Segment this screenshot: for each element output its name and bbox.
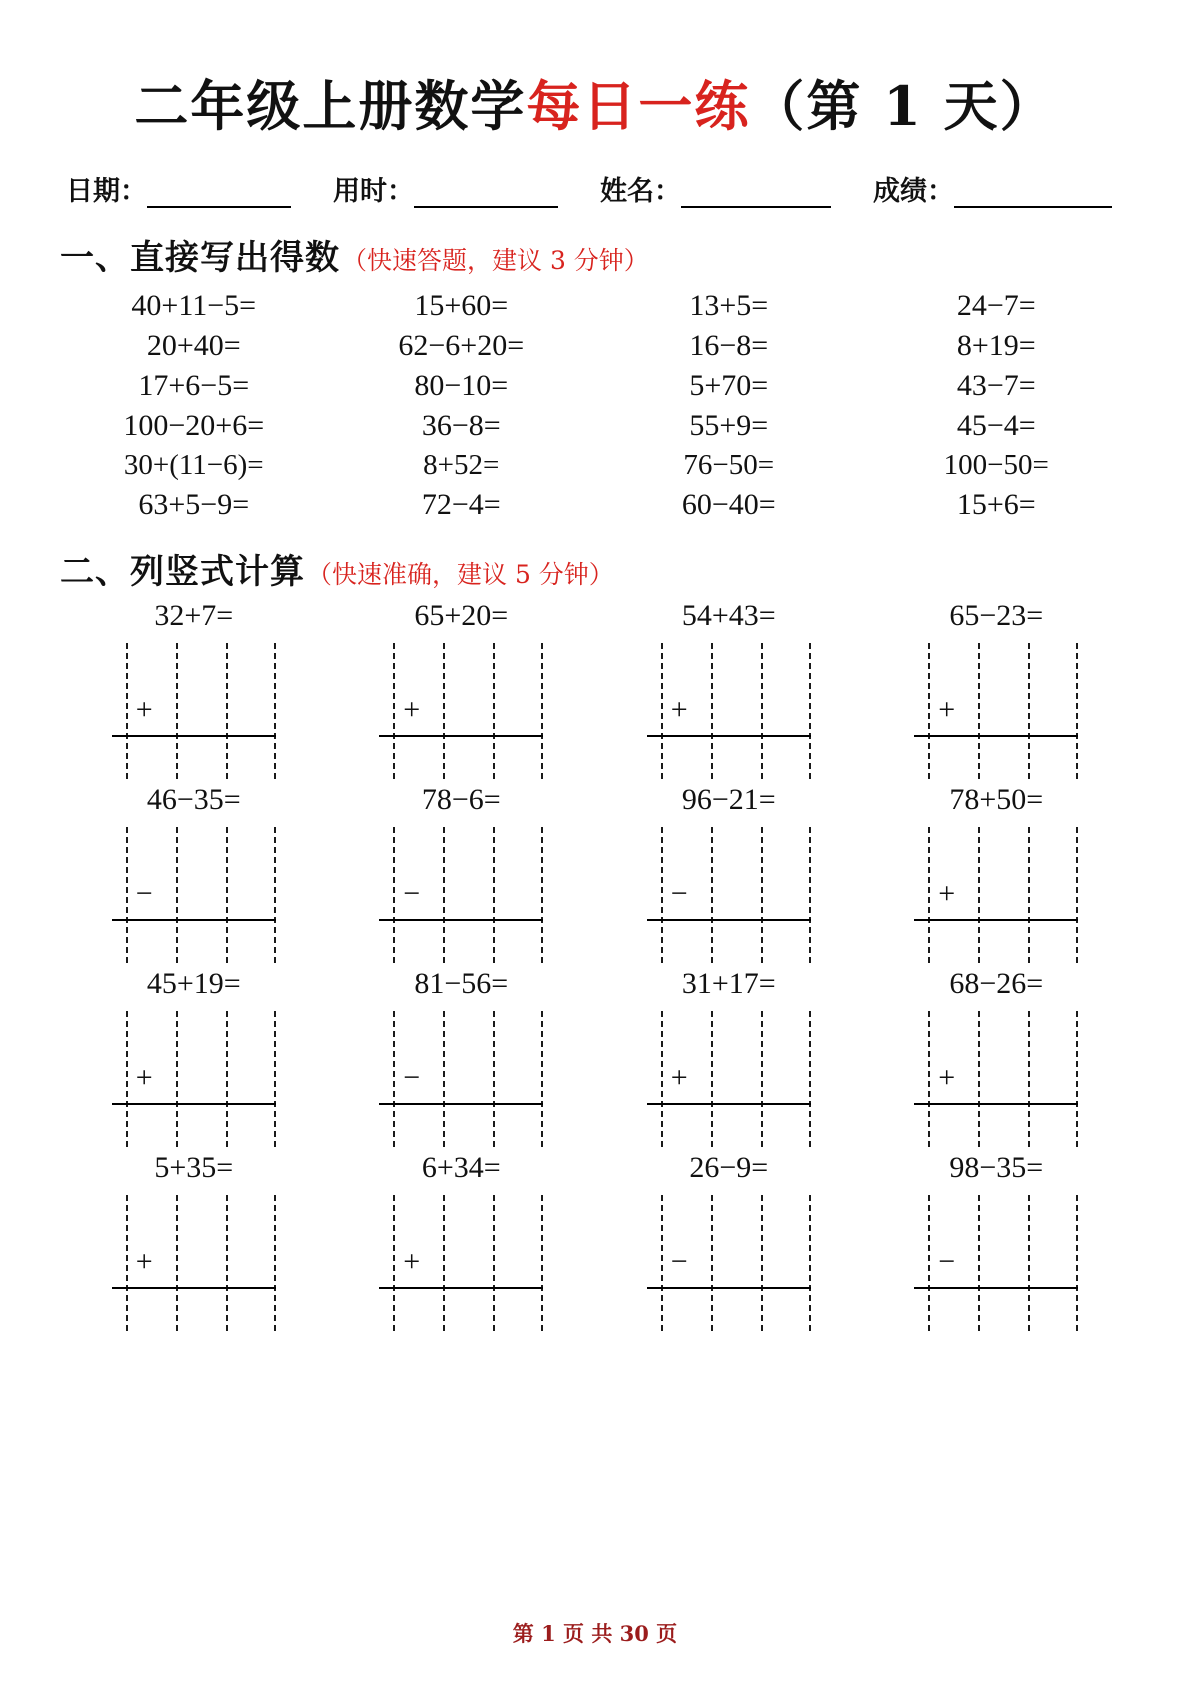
operator-sign: − <box>403 877 421 910</box>
time-label: 用时： <box>333 176 414 207</box>
guide-line <box>226 827 228 963</box>
sum-rule-line <box>647 735 811 737</box>
oral-problem[interactable]: 30+(11−6)= <box>123 449 264 481</box>
guide-line <box>1076 1195 1078 1331</box>
oral-problem[interactable]: 100−50= <box>943 449 1049 481</box>
vertical-answer-box[interactable] <box>379 827 543 963</box>
oral-problem[interactable]: 80−10= <box>414 369 509 402</box>
guide-line <box>541 1011 543 1147</box>
sum-rule-line <box>647 919 811 921</box>
name-field[interactable] <box>600 169 831 208</box>
vertical-problem[interactable] <box>60 783 328 963</box>
date-field[interactable] <box>66 169 291 208</box>
section-2-header <box>60 544 1130 593</box>
guide-line <box>928 1195 930 1331</box>
guide-line <box>1076 643 1078 779</box>
vertical-answer-box[interactable] <box>647 1195 811 1331</box>
oral-row <box>60 409 1130 443</box>
vertical-answer-box[interactable] <box>914 643 1078 779</box>
oral-problem[interactable]: 63+5−9= <box>138 488 250 521</box>
section-2-note: （快速准确，建议 5 分钟） <box>307 560 614 589</box>
guide-line <box>978 643 980 779</box>
sum-rule-line <box>112 735 276 737</box>
vertical-answer-box[interactable] <box>112 1195 276 1331</box>
oral-arithmetic-grid <box>60 289 1130 522</box>
oral-problem[interactable]: 20+40= <box>146 329 241 362</box>
vertical-row <box>60 783 1130 963</box>
guide-line <box>928 643 930 779</box>
vertical-expression: 65−23= <box>949 599 1044 632</box>
oral-problem[interactable]: 15+60= <box>414 289 509 322</box>
oral-problem[interactable]: 72−4= <box>421 488 501 521</box>
guide-line <box>226 643 228 779</box>
sum-rule-line <box>914 1287 1078 1289</box>
guide-line <box>226 1011 228 1147</box>
vertical-expression: 78+50= <box>949 783 1044 816</box>
oral-problem[interactable]: 40+11−5= <box>131 289 257 322</box>
guide-line <box>1028 643 1030 779</box>
oral-problem[interactable]: 15+6= <box>956 488 1036 521</box>
guide-line <box>541 1195 543 1331</box>
guide-line <box>493 1011 495 1147</box>
vertical-computation-grid <box>60 599 1130 1331</box>
vertical-problem[interactable] <box>595 967 863 1147</box>
vertical-answer-box[interactable] <box>379 1195 543 1331</box>
oral-problem[interactable]: 55+9= <box>689 409 769 442</box>
oral-problem[interactable]: 8+19= <box>956 329 1036 362</box>
guide-line <box>226 1195 228 1331</box>
oral-problem[interactable]: 8+52= <box>423 449 500 481</box>
operator-sign: − <box>403 1061 421 1094</box>
operator-sign: + <box>403 693 421 726</box>
guide-line <box>809 643 811 779</box>
title-part-before: 二年级上册数学 <box>134 74 527 138</box>
oral-problem[interactable]: 76−50= <box>683 449 775 481</box>
operator-sign: + <box>670 693 688 726</box>
sum-rule-line <box>914 1103 1078 1105</box>
operator-sign: + <box>670 1061 688 1094</box>
oral-problem[interactable]: 100−20+6= <box>123 409 265 442</box>
operator-sign: + <box>938 877 956 910</box>
vertical-answer-box[interactable] <box>647 1011 811 1147</box>
vertical-row <box>60 599 1130 779</box>
operator-sign: + <box>938 1061 956 1094</box>
guide-line <box>661 827 663 963</box>
sum-rule-line <box>379 1103 543 1105</box>
name-input-blank[interactable] <box>681 180 831 208</box>
vertical-answer-box[interactable] <box>112 827 276 963</box>
vertical-expression: 78−6= <box>421 783 501 816</box>
vertical-problem[interactable] <box>60 967 328 1147</box>
guide-line <box>443 1195 445 1331</box>
operator-sign: − <box>670 877 688 910</box>
oral-row <box>60 329 1130 363</box>
vertical-problem[interactable] <box>595 1151 863 1331</box>
operator-sign: + <box>938 693 956 726</box>
section-2-title: 二、列竖式计算 <box>60 552 305 592</box>
oral-problem[interactable]: 5+70= <box>689 369 769 402</box>
guide-line <box>274 827 276 963</box>
guide-line <box>661 643 663 779</box>
guide-line <box>126 1011 128 1147</box>
guide-line <box>1028 1011 1030 1147</box>
guide-line <box>493 1195 495 1331</box>
section-1-header <box>60 230 1130 279</box>
page-title <box>60 64 1130 141</box>
vertical-problem[interactable] <box>328 967 596 1147</box>
oral-problem[interactable]: 60−40= <box>681 488 776 521</box>
guide-line <box>176 827 178 963</box>
vertical-answer-box[interactable] <box>379 643 543 779</box>
score-input-blank[interactable] <box>954 180 1112 208</box>
oral-row <box>60 449 1130 482</box>
info-fields-row <box>60 169 1130 208</box>
section-1-title: 一、直接写出得数 <box>60 238 340 278</box>
vertical-answer-box[interactable] <box>914 1011 1078 1147</box>
vertical-expression: 6+34= <box>421 1151 501 1184</box>
vertical-expression: 65+20= <box>414 599 509 632</box>
vertical-expression: 45+19= <box>146 967 241 1000</box>
operator-sign: + <box>403 1245 421 1278</box>
guide-line <box>761 1195 763 1331</box>
vertical-row <box>60 967 1130 1147</box>
guide-line <box>126 827 128 963</box>
sum-rule-line <box>379 1287 543 1289</box>
vertical-answer-box[interactable] <box>647 827 811 963</box>
vertical-answer-box[interactable] <box>112 1011 276 1147</box>
vertical-answer-box[interactable] <box>647 643 811 779</box>
oral-problem[interactable]: 36−8= <box>421 409 501 442</box>
title-part-after: （第 1 天） <box>750 74 1056 138</box>
operator-sign: + <box>135 693 153 726</box>
guide-line <box>274 643 276 779</box>
date-label: 日期： <box>66 176 147 207</box>
vertical-problem[interactable] <box>595 783 863 963</box>
guide-line <box>443 827 445 963</box>
vertical-problem[interactable] <box>60 1151 328 1331</box>
vertical-expression: 26−9= <box>689 1151 769 1184</box>
oral-problem[interactable]: 16−8= <box>689 329 769 362</box>
vertical-problem[interactable] <box>328 599 596 779</box>
guide-line <box>274 1011 276 1147</box>
guide-line <box>711 827 713 963</box>
sum-rule-line <box>647 1287 811 1289</box>
time-input-blank[interactable] <box>414 180 558 208</box>
vertical-expression: 68−26= <box>949 967 1044 1000</box>
vertical-expression: 54+43= <box>681 599 776 632</box>
sum-rule-line <box>112 919 276 921</box>
oral-problem[interactable]: 24−7= <box>956 289 1036 322</box>
operator-sign: − <box>135 877 153 910</box>
oral-problem[interactable]: 43−7= <box>956 369 1036 402</box>
vertical-expression: 46−35= <box>146 783 241 816</box>
guide-line <box>176 1011 178 1147</box>
guide-line <box>978 827 980 963</box>
guide-line <box>711 643 713 779</box>
operator-sign: − <box>938 1245 956 1278</box>
vertical-problem[interactable] <box>595 599 863 779</box>
sum-rule-line <box>914 919 1078 921</box>
oral-row <box>60 369 1130 403</box>
vertical-expression: 98−35= <box>949 1151 1044 1184</box>
guide-line <box>176 643 178 779</box>
guide-line <box>761 1011 763 1147</box>
oral-row <box>60 488 1130 522</box>
sum-rule-line <box>379 735 543 737</box>
vertical-problem[interactable] <box>328 783 596 963</box>
guide-line <box>711 1195 713 1331</box>
vertical-answer-box[interactable] <box>914 1195 1078 1331</box>
vertical-problem[interactable] <box>863 783 1131 963</box>
vertical-expression: 32+7= <box>154 599 234 632</box>
score-label: 成绩： <box>873 176 954 207</box>
oral-row <box>60 289 1130 323</box>
guide-line <box>274 1195 276 1331</box>
section-1-note: （快速答题，建议 3 分钟） <box>342 246 649 275</box>
guide-line <box>176 1195 178 1331</box>
title-part-highlight: 每日一练 <box>526 74 751 138</box>
guide-line <box>393 827 395 963</box>
guide-line <box>928 827 930 963</box>
sum-rule-line <box>112 1103 276 1105</box>
date-input-blank[interactable] <box>147 180 291 208</box>
vertical-problem[interactable] <box>863 967 1131 1147</box>
operator-sign: + <box>135 1061 153 1094</box>
name-label: 姓名： <box>600 176 681 207</box>
operator-sign: − <box>670 1245 688 1278</box>
guide-line <box>541 827 543 963</box>
page-number-text: 第 1 页 共 30 页 <box>512 1621 678 1646</box>
vertical-row <box>60 1151 1130 1331</box>
oral-problem[interactable]: 62−6+20= <box>398 329 525 362</box>
guide-line <box>928 1011 930 1147</box>
guide-line <box>978 1011 980 1147</box>
vertical-answer-box[interactable] <box>112 643 276 779</box>
vertical-problem[interactable] <box>328 1151 596 1331</box>
vertical-expression: 31+17= <box>681 967 776 1000</box>
oral-problem[interactable]: 13+5= <box>689 289 769 322</box>
guide-line <box>541 643 543 779</box>
guide-line <box>126 643 128 779</box>
guide-line <box>809 1011 811 1147</box>
oral-problem[interactable]: 17+6−5= <box>138 369 250 402</box>
guide-line <box>661 1011 663 1147</box>
guide-line <box>809 1195 811 1331</box>
guide-line <box>443 1011 445 1147</box>
guide-line <box>1076 1011 1078 1147</box>
guide-line <box>1028 827 1030 963</box>
guide-line <box>809 827 811 963</box>
vertical-problem[interactable] <box>863 1151 1131 1331</box>
guide-line <box>443 643 445 779</box>
guide-line <box>1076 827 1078 963</box>
guide-line <box>761 827 763 963</box>
oral-problem[interactable]: 45−4= <box>956 409 1036 442</box>
vertical-problem[interactable] <box>60 599 328 779</box>
operator-sign: + <box>135 1245 153 1278</box>
guide-line <box>393 1195 395 1331</box>
vertical-expression: 81−56= <box>414 967 509 1000</box>
vertical-problem[interactable] <box>863 599 1131 779</box>
sum-rule-line <box>647 1103 811 1105</box>
sum-rule-line <box>379 919 543 921</box>
guide-line <box>393 1011 395 1147</box>
time-field[interactable] <box>333 169 558 208</box>
vertical-answer-box[interactable] <box>379 1011 543 1147</box>
guide-line <box>393 643 395 779</box>
guide-line <box>978 1195 980 1331</box>
vertical-answer-box[interactable] <box>914 827 1078 963</box>
page-footer <box>0 1618 1190 1648</box>
vertical-expression: 5+35= <box>154 1151 234 1184</box>
guide-line <box>126 1195 128 1331</box>
vertical-expression: 96−21= <box>681 783 776 816</box>
guide-line <box>493 827 495 963</box>
guide-line <box>661 1195 663 1331</box>
guide-line <box>1028 1195 1030 1331</box>
guide-line <box>761 643 763 779</box>
sum-rule-line <box>112 1287 276 1289</box>
guide-line <box>711 1011 713 1147</box>
sum-rule-line <box>914 735 1078 737</box>
guide-line <box>493 643 495 779</box>
score-field[interactable] <box>873 169 1112 208</box>
